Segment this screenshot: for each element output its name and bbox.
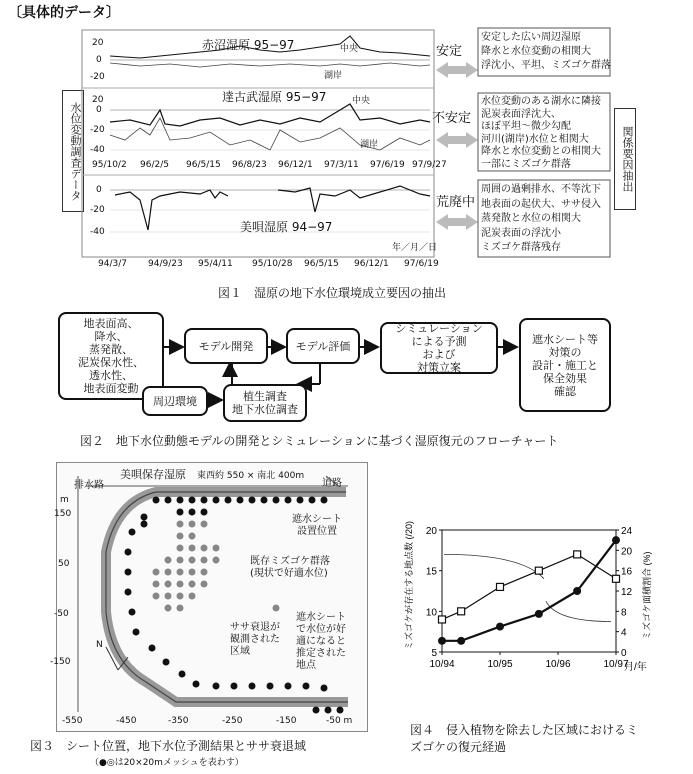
fig1-p3-xtick: 96/12/1 bbox=[354, 259, 389, 269]
fig1-p2-xtick: 97/6/19 bbox=[370, 160, 405, 170]
fig4-series-line-0 bbox=[442, 554, 616, 619]
fig4-point-square bbox=[613, 575, 620, 582]
fig1-factors-2: 水位変動のある湖水に隣接 泥炭表面浮沈大、 ほぼ平坦〜微少勾配 河川(湖岸)水位と相関大 降水と水位変動との相関大 一部にミズゴケ群落 bbox=[481, 96, 601, 170]
fig1-p2-ytick: 20 bbox=[92, 95, 104, 105]
fig3-north: N bbox=[96, 640, 103, 650]
fig1-p2-xtick: 97/3/11 bbox=[324, 160, 359, 170]
fig1-p2-xtick: 95/10/2 bbox=[92, 160, 127, 170]
fig3-drain: 排水路 bbox=[74, 480, 104, 491]
fig3-ytick: -150 bbox=[50, 657, 71, 667]
fig1-p2-lake: 湖岸 bbox=[360, 140, 379, 150]
fig4-point-square bbox=[439, 616, 446, 623]
fig1-left-label: 水位変動調査データ bbox=[62, 90, 84, 212]
fig1-p3-ytick: -20 bbox=[90, 205, 105, 215]
fig4-x-tick: 10/96 bbox=[545, 659, 571, 670]
fig1-factors-3: 周囲の過剰排水、不等沈下 地表面の起伏大、ササ侵入 蒸発散と水位の相関大 泥炭表面の浮沈小 ミズゴケ群落残存 bbox=[481, 184, 601, 253]
fig4-point-circle bbox=[573, 587, 581, 595]
fig1-p2-xtick: 96/2/5 bbox=[140, 160, 169, 170]
fig4-x-tick: 10/95 bbox=[487, 659, 513, 670]
fig3-ytick: 150 bbox=[54, 509, 72, 519]
fig3-road: 道路 bbox=[322, 478, 342, 489]
fig1-p3-ytick: 0 bbox=[96, 185, 102, 195]
fig3-label-sasa: ササ衰退が 観測された 区域 bbox=[230, 622, 280, 657]
fig1-p2-center: 中央 bbox=[352, 96, 371, 106]
fig3-xtick: -250 bbox=[222, 716, 243, 726]
fig3-label-sheet-pos: 遮水シート 設置位置 bbox=[292, 514, 342, 537]
fig1-series-takkobu-lake bbox=[110, 118, 430, 150]
fig1-p2-ytick: -40 bbox=[90, 145, 105, 155]
fig1-p3-xtick: 96/5/15 bbox=[304, 259, 339, 269]
fig2-caption: 図２ 地下水位動態モデルの開発とシミュレーションに基づく湿原復元のフローチャート bbox=[80, 434, 559, 448]
fig1-status-unstable: 不安定 bbox=[432, 111, 472, 126]
fig3-ytick: -50 bbox=[54, 609, 69, 619]
fig3-xtick: -550 bbox=[62, 716, 83, 726]
fig4-left-tick: 10 bbox=[425, 607, 437, 619]
fig1-unit: 年／月／日 bbox=[392, 243, 438, 253]
fig1-p1-lake: 湖岸 bbox=[324, 71, 343, 81]
fig4-right-axis-label: ミズゴケ面積割合 (%) bbox=[642, 551, 652, 640]
fig1-p3-xtick: 94/3/7 bbox=[98, 259, 127, 269]
fig4-frame bbox=[442, 530, 616, 652]
fig3-label-moss: 既存ミズゴケ群落 (現状で好適水位) bbox=[250, 556, 330, 579]
fig4-right-tick: 24 bbox=[621, 526, 633, 537]
fig1-p3-xtick: 95/4/11 bbox=[198, 259, 233, 269]
fig4-left-axis-label: ミズゴケが存在する地点数 (/20) bbox=[404, 520, 414, 650]
fig4-point-square bbox=[497, 583, 504, 590]
fig2-box-inputs: 地表面高、 降水、 蒸発散、 泥炭保水性、 透水性、 地表面変動 bbox=[58, 312, 164, 400]
fig1-status-degrading: 荒廃中 bbox=[436, 195, 476, 210]
fig4-point-circle bbox=[457, 637, 465, 645]
fig4-right-tick: 8 bbox=[621, 607, 627, 619]
fig2-box-simulation: シミュレーション による予測 および 対策立案 bbox=[380, 322, 498, 374]
fig3-map bbox=[56, 462, 366, 730]
fig3-ytick: 50 bbox=[58, 559, 70, 569]
fig3-caption: 図３ シート位置，地下水位予測結果とササ衰退域 bbox=[30, 739, 307, 753]
fig1-p3-xtick: 97/6/19 bbox=[404, 259, 439, 269]
fig4-right-tick: 12 bbox=[621, 587, 633, 598]
fig4-x-tick: 10/94 bbox=[429, 659, 455, 670]
fig3-title: 美唄保存湿原 東西約 550 × 南北 400m bbox=[120, 468, 305, 481]
fig1-p2-ytick: 0 bbox=[96, 105, 102, 115]
fig4-x-unit: 月/年 bbox=[624, 662, 647, 673]
fig4-point-square bbox=[574, 551, 581, 558]
fig4-left-tick: 20 bbox=[425, 526, 437, 537]
fig4-right-tick: 0 bbox=[621, 648, 627, 659]
section-header: 〔具体的データ〕 bbox=[8, 5, 120, 21]
fig1-p2-xtick: 97/9/27 bbox=[412, 160, 447, 170]
fig3-m: m bbox=[60, 495, 69, 505]
fig1-p2-xtick: 96/8/23 bbox=[232, 160, 267, 170]
fig4-left-tick: 15 bbox=[425, 566, 437, 578]
fig4-point-square bbox=[535, 567, 542, 574]
fig1-p3-ytick: -40 bbox=[90, 227, 105, 237]
fig4-point-circle bbox=[438, 637, 446, 645]
fig3-xtick: -450 bbox=[116, 716, 137, 726]
fig1-panel1-title: 赤沼湿原 95−97 bbox=[202, 38, 295, 52]
fig4-point-circle bbox=[612, 536, 620, 544]
fig1-p2-ytick: -20 bbox=[90, 125, 105, 135]
fig4-point-circle bbox=[496, 623, 504, 631]
fig1-caption: 図１ 湿原の地下水位環境成立要因の抽出 bbox=[218, 286, 447, 300]
fig1-p2-xtick: 96/12/1 bbox=[278, 160, 313, 170]
fig1-p2-xtick: 96/5/15 bbox=[186, 160, 221, 170]
fig1-panel3-title: 美唄湿原 94−97 bbox=[240, 220, 333, 234]
fig3-note: （●◎は20×20mメッシュを表わす） bbox=[90, 758, 244, 768]
fig2-box-model-eval: モデル評価 bbox=[286, 328, 360, 364]
fig4-x-tick: 10/97 bbox=[603, 659, 629, 670]
fig1-p3-xtick: 95/10/28 bbox=[252, 259, 293, 269]
fig1-factors-1: 安定した広い周辺湿原 降水と水位変動の相関大 浮沈小、平坦、ミズゴケ群落 bbox=[481, 32, 611, 71]
fig4-caption: 図４ 侵入植物を除去した区域におけるミ ズゴケの復元経過 bbox=[410, 723, 639, 754]
fig1-right-label: 関係要因抽出 bbox=[614, 108, 636, 210]
fig1-p1-ytick: -20 bbox=[90, 72, 105, 82]
fig1-series-akanuma-lake bbox=[110, 63, 430, 67]
fig1-series-takkobu-center bbox=[110, 104, 430, 126]
fig4-point-circle bbox=[535, 610, 543, 618]
fig1-p1-ytick: 0 bbox=[96, 55, 102, 65]
fig1 bbox=[0, 0, 693, 300]
fig4-right-tick: 4 bbox=[621, 627, 627, 639]
fig3-xtick: -50 m bbox=[326, 716, 353, 726]
fig4-left-tick: 5 bbox=[431, 648, 437, 659]
fig2-box-surroundings: 周辺環境 bbox=[142, 386, 208, 416]
fig2-box-survey: 植生調査 地下水位調査 bbox=[223, 384, 307, 422]
fig2-box-sheet: 遮水シート等 対策の 設計・施工と 保全効果 確認 bbox=[519, 318, 611, 412]
fig3-xtick: -150 bbox=[276, 716, 297, 726]
fig4-point-square bbox=[458, 608, 465, 615]
fig1-panel2-title: 達古武湿原 95−97 bbox=[222, 90, 327, 104]
fig4-chart bbox=[400, 520, 680, 690]
fig2-box-model-dev: モデル開発 bbox=[184, 328, 268, 364]
fig1-p3-xtick: 94/9/23 bbox=[148, 259, 183, 269]
fig1-p1-center: 中央 bbox=[340, 44, 359, 54]
fig4-right-tick: 20 bbox=[621, 546, 633, 558]
fig4-right-tick: 16 bbox=[621, 566, 633, 578]
fig3-xtick: -350 bbox=[168, 716, 189, 726]
fig1-p1-ytick: 20 bbox=[92, 38, 104, 48]
fig3-label-pred: 遮水シート で水位が好 適になると 推定された 地点 bbox=[296, 612, 346, 671]
fig1-status-stable: 安定 bbox=[436, 44, 463, 59]
